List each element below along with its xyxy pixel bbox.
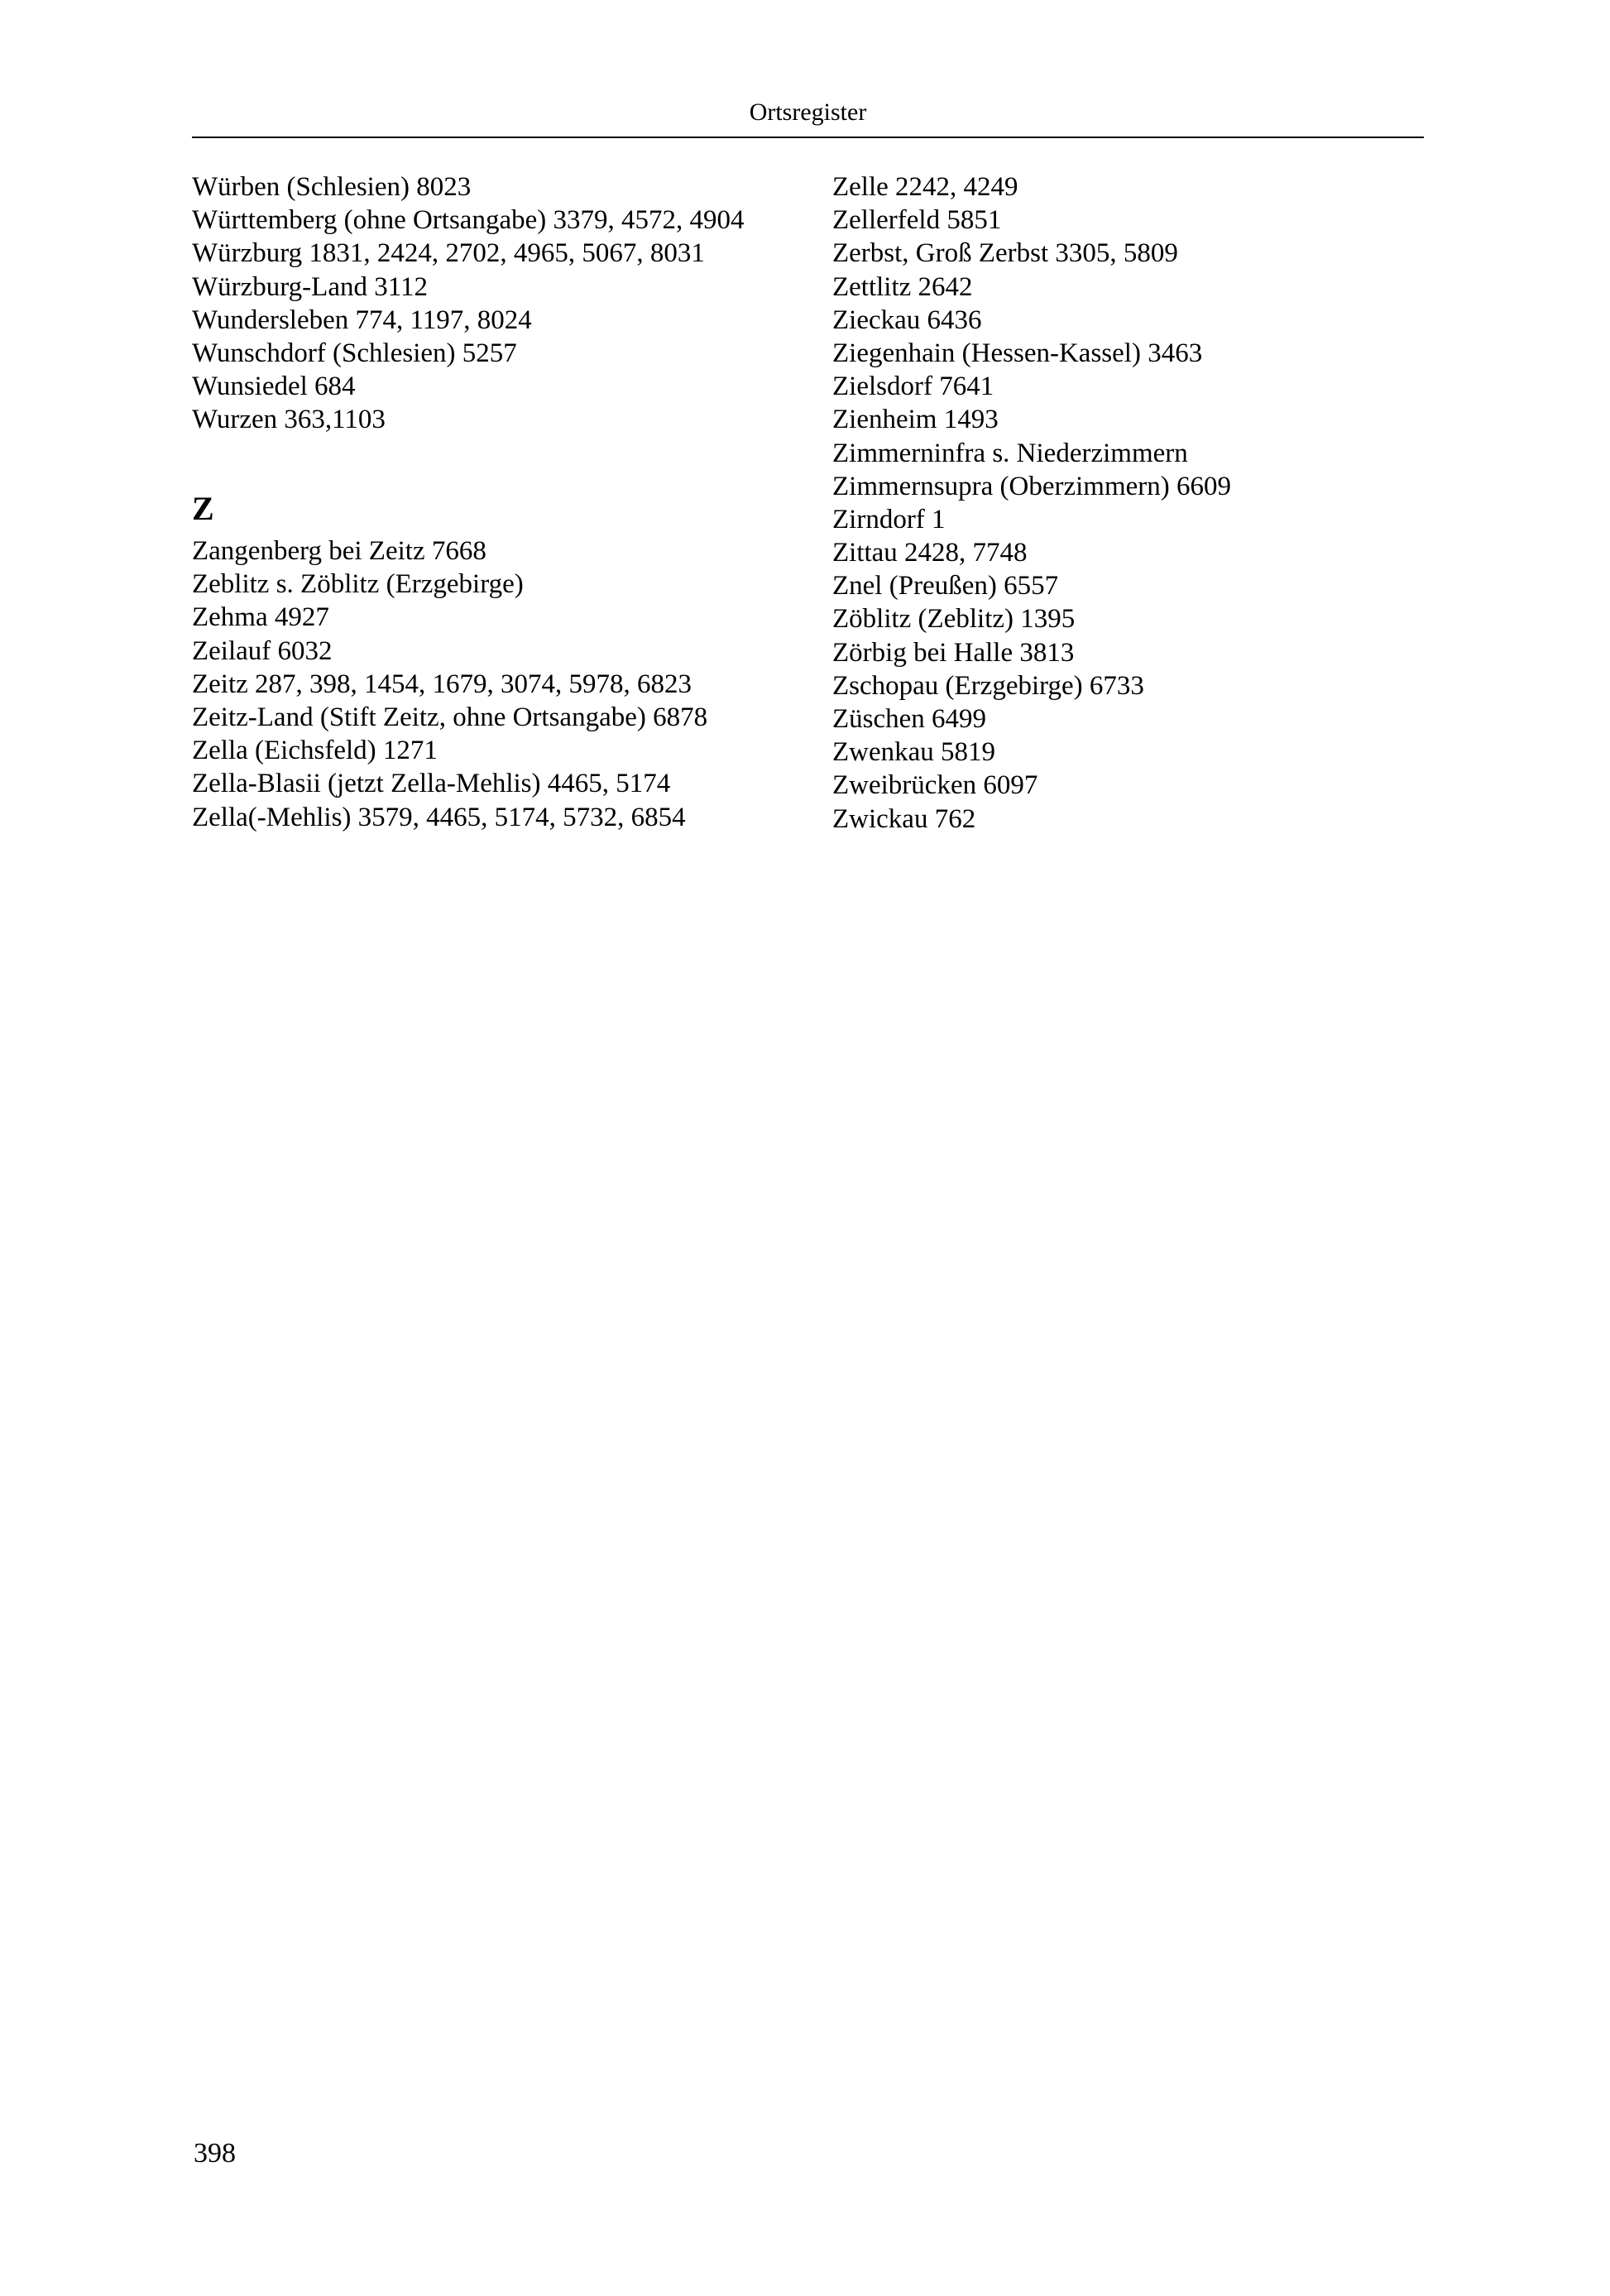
- index-entry: Züschen 6499: [832, 704, 987, 734]
- index-entry: Würzburg-Land 3112: [192, 271, 428, 302]
- index-entry: Znel (Preußen) 6557: [832, 571, 1059, 602]
- index-entry: Zimmernsupra (Oberzimmern) 6609: [832, 471, 1232, 501]
- index-entry: Zielsdorf 7641: [832, 371, 994, 402]
- index-list-z-entries-right: [832, 170, 1231, 836]
- index-entry: Wurzen 363,1103: [192, 405, 386, 435]
- index-entry: Zettlitz 2642: [832, 271, 973, 302]
- index-entry: Zellerfeld 5851: [832, 205, 1002, 236]
- index-entry: Zelle 2242, 4249: [832, 172, 1018, 202]
- index-entry: Zimmerninfra s. Niederzimmern: [832, 438, 1188, 468]
- index-entry: Zirndorf 1: [832, 504, 946, 534]
- index-list-w-entries: [192, 170, 744, 437]
- header-rule-divider: [192, 137, 1424, 138]
- index-entry: Zeitz 287, 398, 1454, 1679, 3074, 5978, 6823: [192, 669, 692, 699]
- index-entry: Zienheim 1493: [832, 405, 999, 435]
- index-entry: Zella(-Mehlis) 3579, 4465, 5174, 5732, 6854: [192, 802, 686, 832]
- running-head-title: Ortsregister: [749, 98, 867, 126]
- index-entry: Zweibrücken 6097: [832, 770, 1038, 801]
- index-entry: Zieckau 6436: [832, 304, 982, 335]
- section-letter-heading: Z: [192, 490, 214, 527]
- index-entry: Wunschdorf (Schlesien) 5257: [192, 338, 517, 368]
- index-entry: Zeitz-Land (Stift Zeitz, ohne Ortsangabe) 6878: [192, 702, 708, 732]
- index-entry: Ziegenhain (Hessen-Kassel) 3463: [832, 338, 1203, 368]
- index-entry: Zwenkau 5819: [832, 737, 996, 768]
- index-entry: Württemberg (ohne Ortsangabe) 3379, 4572, 4904: [192, 205, 745, 236]
- index-entry: Würben (Schlesien) 8023: [192, 172, 472, 202]
- index-list-z-entries-left: [192, 534, 707, 834]
- index-entry: Zwickau 762: [832, 803, 976, 834]
- index-entry: Zeblitz s. Zöblitz (Erzgebirge): [192, 569, 524, 600]
- index-entry: Zittau 2428, 7748: [832, 538, 1028, 568]
- index-entry: Zangenberg bei Zeitz 7668: [192, 536, 486, 566]
- index-entry: Zörbig bei Halle 3813: [832, 637, 1075, 668]
- page-number: 398: [194, 2138, 236, 2169]
- index-entry: Zeilauf 6032: [192, 635, 333, 666]
- index-entry: Zella-Blasii (jetzt Zella-Mehlis) 4465, 5174: [192, 769, 671, 799]
- index-entry: Zschopau (Erzgebirge) 6733: [832, 670, 1144, 701]
- index-entry: Zella (Eichsfeld) 1271: [192, 736, 438, 766]
- index-entry: Zerbst, Groß Zerbst 3305, 5809: [832, 238, 1178, 269]
- index-entry: Wundersleben 774, 1197, 8024: [192, 304, 532, 335]
- index-entry: Zöblitz (Zeblitz) 1395: [832, 604, 1076, 635]
- index-entry: Würzburg 1831, 2424, 2702, 4965, 5067, 8031: [192, 238, 705, 269]
- index-entry: Zehma 4927: [192, 602, 329, 633]
- index-entry: Wunsiedel 684: [192, 371, 356, 402]
